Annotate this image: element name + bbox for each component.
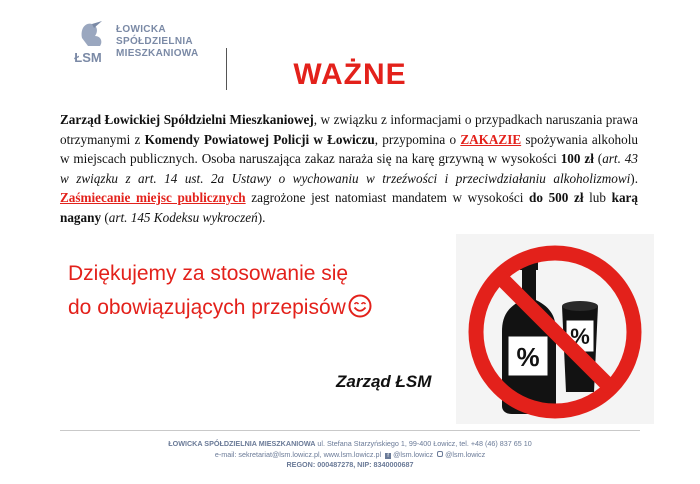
footer-address: ul. Stefana Starzyńskiego 1, 99-400 Łowicz, tel. +48 (46) 837 65 10 [315,439,532,448]
notice-text: ( [593,151,603,166]
smiley-icon [348,294,372,318]
bottle-label: % [516,342,540,372]
glass-label: % [570,324,590,349]
signature: Zarząd ŁSM [336,372,432,391]
notice-text: spożywania alkoholu w miejscach publicznych. Osoba naruszająca zakaz naraża się na karę grzywną w wysokości [60,131,639,166]
footer-instagram[interactable]: @lsm.lowicz [445,449,486,459]
footer-line-3 [60,460,640,471]
logo-line-3: MIESZKANIOWA [116,48,199,59]
penalty: karą nagany [60,190,638,225]
logo [68,18,218,68]
no-alcohol-sign-icon [456,234,654,424]
footer-org: ŁOWICKA SPÓŁDZIELNIA MIESZKANIOWA [168,439,316,448]
footer [60,439,640,471]
footer-facebook[interactable]: @lsm.lowicz [393,449,434,459]
notice-text: zagrożone jest natomiast mandatem w wysokości [245,190,529,205]
littering-highlight: Zaśmiecanie miejsc publicznych [60,190,246,205]
header-divider [226,48,227,90]
footer-regon: REGON: 000487278, NIP: 8340000687 [286,460,414,469]
footer-divider [60,430,640,431]
notice-text: ). [257,209,266,225]
footer-line-2 [60,450,640,461]
facebook-icon: f [385,453,391,459]
notice-text: ( [101,209,109,225]
thanks-message [68,257,458,325]
footer-line-1 [60,439,640,450]
legal-reference: art. 43 w związku z art. 14 ust. 2a Ustawy o wychowaniu w trzeźwości i przeciwdziałaniu alkoholizmowi [60,151,638,186]
logo-line-1: ŁOWICKA [116,24,166,35]
ban-highlight: ZAKAZIE [460,131,522,147]
stork-logo-icon [68,18,108,66]
instagram-icon [437,451,443,457]
logo-line-2: SPÓŁDZIELNIA [116,36,193,47]
notice-text: , w związku z informacjami o przypadkach naruszania prawa otrzymanymi z [60,112,638,147]
fine-amount: do 500 zł [529,190,584,205]
thanks-line-1: Dziękujemy za stosowanie się [68,262,349,285]
notice-text: lub [583,190,612,205]
thanks-line-2 [68,291,458,325]
logo-mark-text: ŁSM [74,50,102,65]
notice-text: ). [630,170,638,186]
page-title: WAŻNE [293,58,407,91]
fine-amount: 100 zł [560,151,594,166]
logo-text [116,24,199,60]
notice-paragraph [60,110,638,227]
thanks-line-2-text: do obowiązujących przepisów [68,296,346,319]
legal-reference: art. 145 Kodeksu wykroczeń [108,209,258,225]
board-name: Zarząd Łowickiej Spółdzielni Mieszkaniowej [60,112,314,127]
notice-text: , przypomina o [374,131,461,147]
footer-email[interactable]: e-mail: sekretariat@lsm.lowicz.pl, www.lsm.lowicz.pl [214,449,382,459]
police-name: Komendy Powiatowej Policji w Łowiczu [144,131,375,147]
